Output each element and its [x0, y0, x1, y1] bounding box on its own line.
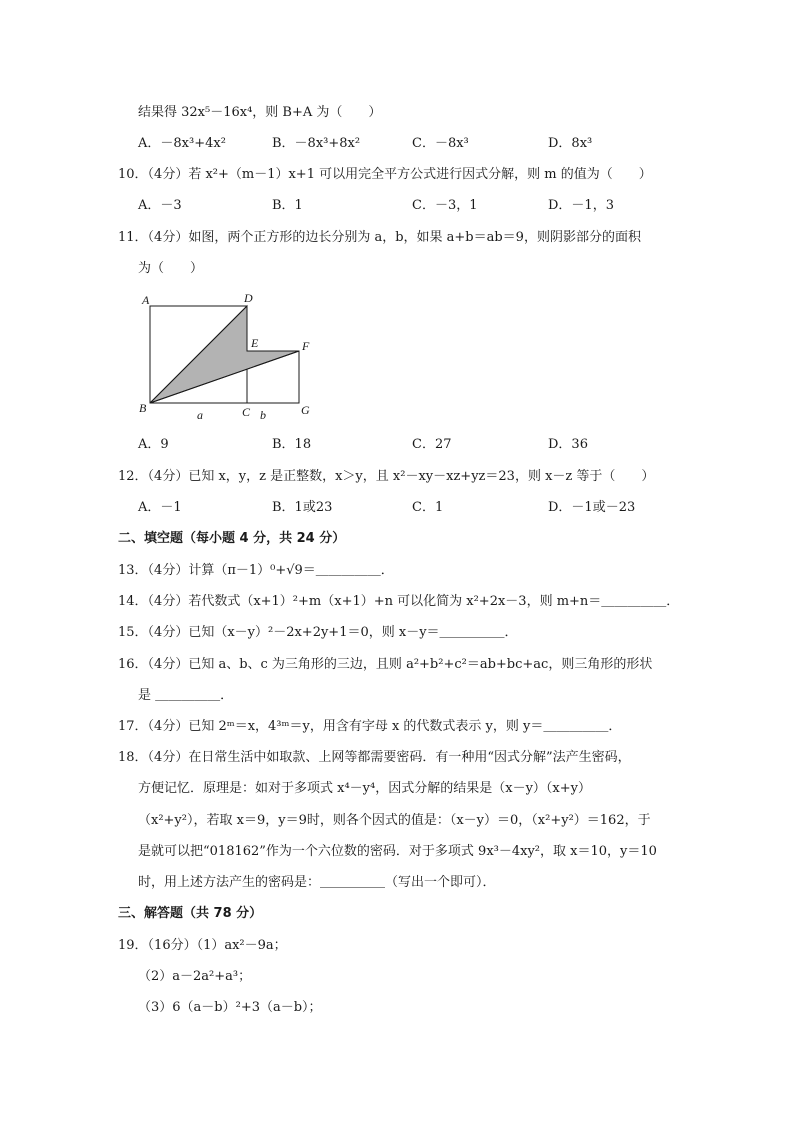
shaded-region — [150, 306, 299, 403]
q11-stem-line2: 为（ ） — [138, 261, 204, 276]
label-side-a: a — [197, 408, 203, 422]
label-side-b: b — [260, 408, 266, 422]
q10-option-d: D．－1，3 — [548, 198, 614, 213]
q14: 14．（4分）若代数式（x+1）²+m（x+1）+n 可以化简为 x²+2x－3，则 m+n＝＿＿＿＿＿． — [118, 594, 680, 609]
q10-option-c: C．－3，1 — [412, 198, 478, 213]
q13: 13．（4分）计算（π－1）⁰+√9＝＿＿＿＿＿． — [118, 563, 394, 578]
section-fill-in-heading: 二、填空题（每小题 4 分，共 24 分） — [118, 531, 346, 546]
q15: 15．（4分）已知（x－y）²－2x+2y+1＝0，则 x－y＝＿＿＿＿＿． — [118, 625, 518, 640]
q9-option-a: A．－8x³+4x² — [138, 136, 226, 151]
q18-line4: 是就可以把“018162”作为一个六位数的密码．对于多项式 9x³－4xy²，取 x＝10，y＝10 — [138, 844, 657, 859]
q11-option-c: C．27 — [412, 437, 452, 452]
q12-option-c: C．1 — [412, 500, 444, 515]
q9-option-c: C．－8x³ — [412, 136, 469, 151]
q18-line1: 18．（4分）在日常生活中如取款、上网等都需要密码．有一种用“因式分解”法产生密码， — [118, 750, 631, 765]
q12-stem: 12．（4分）已知 x，y，z 是正整数，x＞y，且 x²－xy－xz+yz＝23，则 x－z 等于（ ） — [118, 469, 655, 484]
q12-option-a: A．－1 — [138, 500, 182, 515]
label-b-point: B — [139, 401, 147, 415]
two-squares-figure — [130, 288, 320, 423]
q11-option-d: D．36 — [548, 437, 588, 452]
q10-stem: 10．（4分）若 x²+（m－1）x+1 可以用完全平方公式进行因式分解，则 m 的值为（ ） — [118, 167, 652, 182]
q17: 17．（4分）已知 2ᵐ＝x，4³ᵐ＝y，用含有字母 x 的代数式表示 y，则 y＝＿＿＿＿＿． — [118, 719, 622, 734]
q11-stem-line1: 11．（4分）如图，两个正方形的边长分别为 a，b，如果 a+b＝ab＝9，则阴影部分的面积 — [118, 230, 641, 245]
q12-option-d: D．－1或－23 — [548, 500, 636, 515]
label-c-point: C — [242, 405, 251, 419]
q9-option-b: B．－8x³+8x² — [272, 136, 361, 151]
q9-option-d: D．8x³ — [548, 136, 593, 151]
label-g-point: G — [301, 403, 310, 417]
q19-part3: （3）6（a－b）²+3（a－b）； — [138, 1000, 322, 1015]
q18-line3: （x²+y²），若取 x＝9，y＝9时，则各个因式的值是：（x－y）＝0，（x²+y²）＝162，于 — [138, 813, 651, 828]
q9-continuation: 结果得 32x⁵－16x⁴，则 B+A 为（ ） — [138, 105, 382, 120]
label-f-point: F — [302, 339, 310, 353]
q16-line2: 是 ＿＿＿＿＿． — [138, 688, 234, 703]
section-solve-heading: 三、解答题（共 78 分） — [118, 906, 263, 921]
q16-line1: 16．（4分）已知 a、b、c 为三角形的三边，且则 a²+b²+c²＝ab+bc+ac，则三角形的形状 — [118, 657, 653, 672]
q11-option-b: B．18 — [272, 437, 312, 452]
label-e-point: E — [251, 336, 259, 350]
q12-option-b: B．1或23 — [272, 500, 333, 515]
q10-option-b: B．1 — [272, 198, 303, 213]
q11-option-a: A．9 — [138, 437, 169, 452]
q19-stem: 19．（16分）（1）ax²－9a； — [118, 938, 287, 953]
label-a-point: A — [142, 293, 150, 307]
label-d-point: D — [244, 291, 253, 305]
q18-line5: 时，用上述方法产生的密码是：＿＿＿＿＿（写出一个即可）． — [138, 875, 496, 890]
q18-line2: 方便记忆．原理是：如对于多项式 x⁴－y⁴，因式分解的结果是（x－y）（x+y） — [138, 781, 591, 796]
q10-option-a: A．－3 — [138, 198, 182, 213]
q19-part2: （2）a－2a²+a³； — [138, 969, 252, 984]
